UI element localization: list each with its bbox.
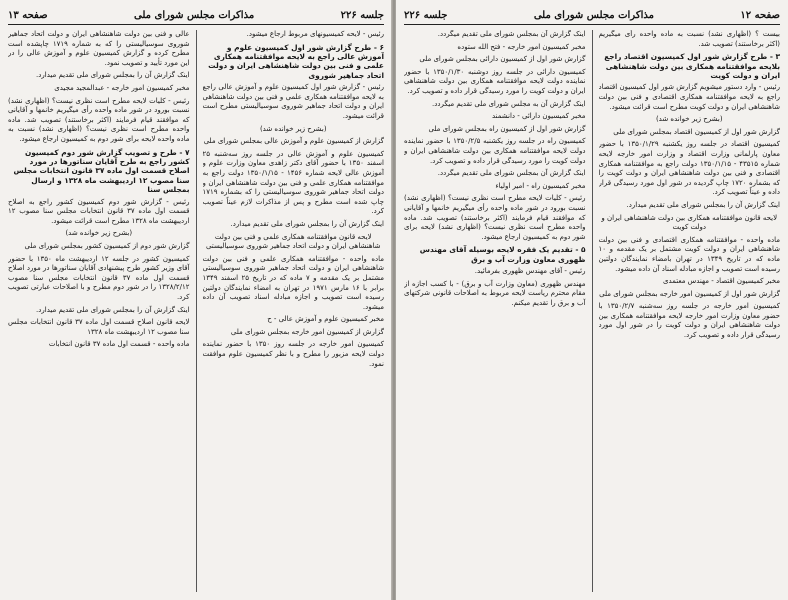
paragraph: مهندس ظهوری (معاون وزارت آب و برق) - با کسب اجازه از مقام محترم ریاست لایحه مربوط به اصلاحات قانونی شرکتهای آب و برق را تقدیم میکنم. [404,279,586,307]
header-title: مذاکرات مجلس شورای ملی [533,9,654,21]
paragraph: گزارش از کمیسیون امور خارجه بمجلس شورای ملی [230,327,384,336]
column-divider [592,30,593,592]
centered-line: لایحه قانون موافقتنامه همکاری علمی و فنی بین دولت شاهنشاهی ایران و دولت اتحاد جماهیر شوروی سوسیالیستی [205,232,381,251]
paragraph: لایحه قانون اصلاح قسمت اول ماده ۳۷ قانون انتخابات مجلس سنا مصوب ۱۲ اردیبهشت ماه ۱۳۲۸ [8,318,190,336]
paragraph: مخبر کمیسیون علوم و آموزش عالی - ح [267,315,384,324]
column-left [8,30,190,592]
section-heading: ۵ - تقدیم یک فقره لایحه بوسیله آقای مهندس ظهوری معاون وزارت آب و برق [419,245,586,264]
paragraph: کمیسیون کشور در جلسه ۱۲ اردیبهشت ماه ۱۳۵۰ با حضور آقای وزیر کشور طرح پیشنهادی آقایان سناتورها در مورد اصلاح قسمت اول ماده ۳۷ قانون انتخابات مجلس سنا مصوب ۱۳۲۸/۲/۱۲ را در شور دوم مطرح و با اصلاحات عبارتی تصویب کرد. [8,254,190,301]
paragraph: رئیس - کلیات لایحه مطرح است نظری نیست؟ (اظهاری نشد) نسبت بورود در شور ماده واحده رأی میگیریم خانمها و آقایانی که موافقند قیام فرمایند (اکثر برخاستند) تصویب شد. ماده واحده مطرح است نظری نیست؟ (اظهاری نشد) نسبت به ماده واحده لایحه برای شور دوم به کمیسیون ارجاع میشود. [8,96,190,143]
paragraph: گزارش از کمیسیون علوم و آموزش عالی بمجلس شورای ملی [203,137,384,146]
paragraph: اینک گزارش آن به مجلس شورای ملی تقدیم میگردد. [432,99,586,108]
paragraph: گزارش شور اول از کمیسیون اقتصاد بمجلس شورای ملی [613,127,780,136]
centered-line: لایحه قانون موافقتنامه همکاری بین دولت شاهنشاهی ایران و دولت کویت [601,213,778,232]
paragraph: ماده واحده - قسمت اول ماده ۳۷ قانون انتخابات [48,340,190,349]
paragraph: رئیس - آقای مهندس ظهوری بفرمائید. [474,267,586,276]
paragraph: بیست ؟ (اظهاری نشد) نسبت به ماده واحده رأی میگیریم (اکثر برخاستند) تصویب شد. [598,30,780,48]
paragraph: رئیس - وارد دستور میشویم گزارش شور اول کمیسیون اقتصاد راجع به لایحه موافقتنامه همکاری اقتصادی و فنی بین دولت شاهنشاهی ایران و دولت کویت مطرح است قرائت میشود. [598,83,780,111]
header-title: مذاکرات مجلس شورای ملی [134,9,255,21]
session-number: جلسه ۲۲۶ [340,9,384,21]
paragraph: کمیسیون امور خارجه در جلسه روز ۱۳۵۰ با حضور نماینده دولت لایحه مزبور را مطرح و با نظر کمیسیون علوم موافقت نمود. [202,340,384,368]
paragraph: مخبر کمیسیون امور خارجه - عبدالمجید مجیدی [54,83,190,92]
paragraph: کمیسیون اقتصاد در جلسه روز یکشنبه ۱۳۵۰/۱/۲۹ با حضور معاون پارلمانی وزارت اقتصاد و وزارت امور خارجه لایحه شماره ۴۳۵۱۵ - ۱۳۵۰/۱/۱۵ دولت راجع به موافقتنامه همکاری اقتصادی و فنی بین دولت شاهنشاهی ایران و دولت کویت را که بشماره ۱۷۲۰ چاپ گردیده در شور اول مورد رسیدگی قرار داده و عیناً تصویب کرد. [598,140,780,197]
paragraph: رئیس - گزارش شور اول کمیسیون علوم و آموزش عالی راجع به لایحه موافقتنامه همکاری علمی و فنی بین دولت شاهنشاهی ایران و دولت اتحاد جماهیر شوروی سوسیالیستی مطرح است قرائت میشود. [202,83,384,120]
paragraph: اینک گزارش آن را بمجلس شورای ملی تقدیم میدارد. [626,200,780,209]
paragraph: اینک گزارش آن را بمجلس شورای ملی تقدیم میدارد. [36,305,190,314]
paragraph: مخبر کمیسیون راه - امیر اولیاء [495,181,586,190]
paragraph: ماده واحده - موافقتنامه همکاری علمی و فنی بین دولت شاهنشاهی ایران و دولت اتحاد جماهیر شوروی سوسیالیستی مشتمل بر یک مقدمه و ۷ ماده که در تاریخ ۲۵ اسفند ۱۳۴۹ برابر با ۱۶ مارس ۱۹۷۱ در تهران به امضاء نمایندگان دولتین رسیده است تصویب و اجازه مبادله اسناد تصویب آن داده میشود. [202,254,384,311]
paragraph: رئیس - گزارش شور دوم کمیسیون کشور راجع به اصلاح قسمت اول ماده ۳۷ قانون انتخابات مجلس سنا مصوب ۱۲ اردیبهشت ماه ۱۳۲۸ مطرح است قرائت میشود. [8,197,190,225]
page-12 [396,0,788,600]
paragraph: مخبر کمیسیون دارائی - دانشمند [491,112,586,121]
paragraph: اینک گزارش آن بمجلس شورای ملی تقدیم میگردد. [437,30,586,38]
text-columns [404,30,780,592]
paragraph: گزارش شور دوم از کمیسیون کشور بمجلس شورای ملی [24,241,190,250]
column-divider [196,30,197,592]
paragraph: کمیسیون علوم و آموزش عالی در جلسه روز سه‌شنبه ۲۵ اسفند ۱۳۵۰ با حضور آقای دکتر زاهدی معاون وزارت علوم و آموزش عالی لایحه شماره ۱۴۵۶ - ۱۳۵۰/۱/۱۵ دولت راجع به موافقتنامه همکاری علمی و فنی بین دولت شاهنشاهی ایران و دولت اتحاد جماهیر شوروی سوسیالیستی را که بشماره ۱۷۱۹ چاپ شده است مطرح و پس از مذاکرات لازم عیناً تصویب کرد. [202,149,384,216]
paragraph: ماده واحده - موافقتنامه همکاری اقتصادی و فنی بین دولت شاهنشاهی ایران و دولت کویت مشتمل بر یک مقدمه و ۱۰ ماده که در تاریخ ۱۳۴۹ در تهران بامضاء نمایندگان دولتین رسیده است تصویب و اجازه مبادله اسناد آن داده میشود. [598,235,780,273]
text-columns [8,30,384,592]
paragraph: کمیسیون دارائی در جلسه روز دوشنبه ۱۳۵۰/۱/۳۰ با حضور نماینده دولت لایحه موافقتنامه همکاری بین دولت شاهنشاهی ایران و دولت کویت را مورد رسیدگی قرار داده و تصویب کرد. [404,67,586,95]
paragraph: اینک گزارش آن را بمجلس شورای ملی تقدیم میدارد. [230,219,384,228]
section-heading: ۷ - طرح و تصویب گزارش شور دوم کمیسیون کشور راجع به طرح آقایان سناتورها در مورد اصلاح قسمت اول ماده ۳۷ قانون انتخابات مجلس سنا مصوب ۱۲ اردیبهشت ماه ۱۳۲۸ و ارسال بمجلس سنا [13,147,190,195]
paragraph: گزارش شور اول از کمیسیون دارائی بمجلس شورای ملی [419,55,586,64]
paragraph: رئیس - لایحه کمیسیونهای مربوط ارجاع میشود. [246,30,384,38]
section-heading: ۶ - طرح گزارش شور اول کمیسیون علوم و آموزش عالی راجع به لایحه موافقتنامه همکاری علمی و فنی بین دولت شاهنشاهی ایران و دولت اتحاد جماهیر شوروی [208,42,384,80]
page-header [404,6,780,25]
paragraph: مخبر کمیسیون امور خارجه - فتح الله ستوده [457,42,586,51]
page-header [8,6,384,25]
section-heading: ۳ - طرح گزارش شور اول کمیسیون اقتصاد راجع بلایحه موافقتنامه همکاری بین دولت شاهنشاهی ایران و دولت کویت [604,52,780,80]
page-13 [0,0,392,600]
session-number: جلسه ۲۲۶ [404,9,448,21]
paragraph: کمیسیون راه در جلسه روز یکشنبه ۱۳۵۰/۲/۵ با حضور نماینده دولت لایحه موافقتنامه همکاری بین دولت شاهنشاهی ایران و دولت کویت را مورد رسیدگی قرار داده و تصویب کرد. [404,137,586,165]
paragraph: گزارش شور اول از کمیسیون راه بمجلس شورای ملی [428,124,586,133]
page-number: صفحه ۱۲ [740,9,780,21]
column-right [599,30,781,592]
paragraph: گزارش شور اول از کمیسیون امور خارجه بمجلس شورای ملی [599,289,780,298]
paragraph: اینک گزارش آن بمجلس شورای ملی تقدیم میگردد. [437,169,586,178]
paragraph: کمیسیون امور خارجه در جلسه روز سه‌شنبه ۱۳۵۰/۲/۷ با حضور معاون وزارت امور خارجه لایحه موافقتنامه همکاری بین دولت شاهنشاهی ایران و دولت کویت را در شور اول مورد رسیدگی قرار داده و تصویب کرد. [598,302,780,340]
paragraph: اینک گزارش آن را بمجلس شورای ملی تقدیم میدارد. [36,71,190,80]
column-right [203,30,385,592]
paragraph: رئیس - کلیات لایحه مطرح است نظری نیست؟ (اظهاری نشد) نسبت بورود در شور ماده واحده رأی میگیریم خانمها و آقایانی که موافقند قیام فرمایند (اکثر برخاستند) تصویب شد. ماده واحده مطرح است نظری نیست؟ (اظهاری نشد) لایحه برای شور دوم به کمیسیون ارجاع میشود. [404,194,586,241]
column-left [404,30,586,592]
page-number: صفحه ۱۳ [8,9,48,21]
centered-line: (بشرح زیر خوانده شد) [259,124,327,133]
centered-line: (بشرح زیر خوانده شد) [655,115,723,124]
centered-line: (بشرح زیر خوانده شد) [65,229,133,238]
paragraph: مخبر کمیسیون اقتصاد - مهندس معتمدی [663,277,780,286]
paragraph: عالی و فنی بین دولت شاهنشاهی ایران و دولت اتحاد جماهیر شوروی سوسیالیستی را که به شماره ۱۷۱۹ چاپشده است مطرح کرده و گزارش کمیسیون علوم و آموزش عالی را در این مورد تأیید و تصویب نمود. [8,30,190,67]
